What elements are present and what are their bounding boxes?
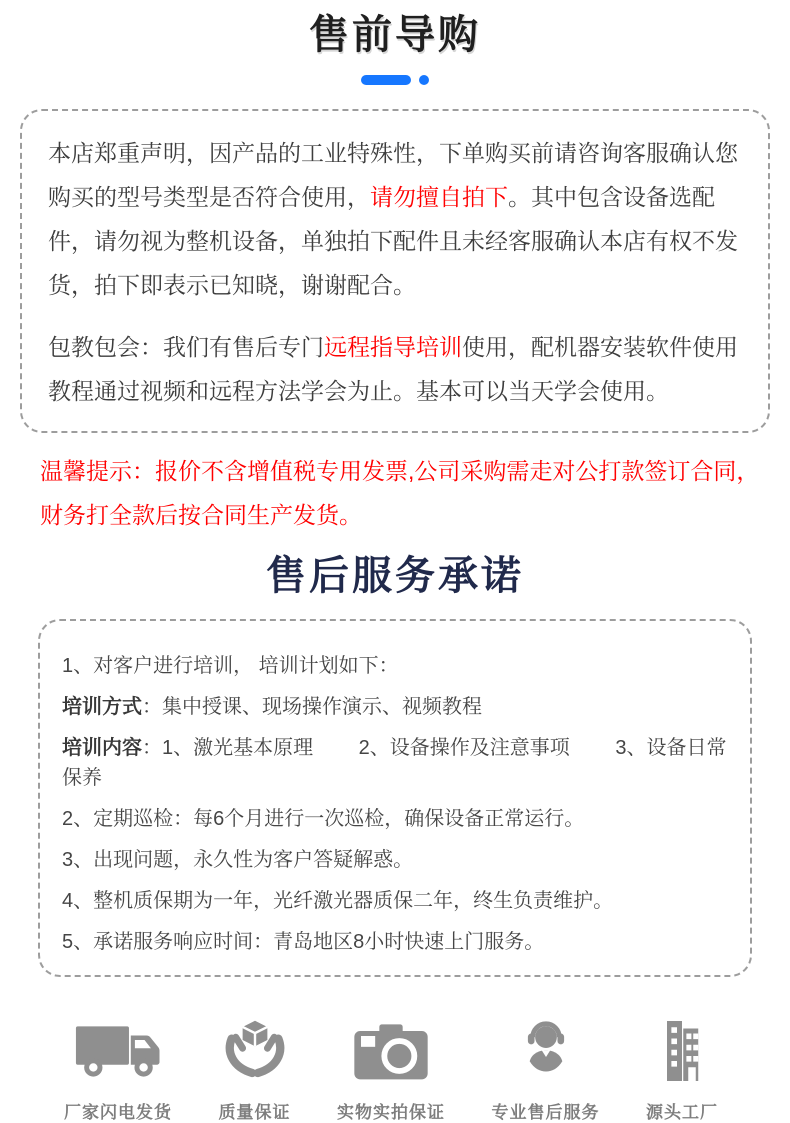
guarantee-text-cont: 使用，配机器安装软件使用教程通过视频和远程方法学会为止。基本可以当天学会使用。 bbox=[48, 334, 738, 404]
truck-icon bbox=[74, 1019, 162, 1083]
commitment-item bbox=[62, 804, 730, 834]
remote-training-highlight: 远程指导培训 bbox=[324, 334, 462, 360]
service-item-photo bbox=[337, 1019, 445, 1123]
commitment-item-text: 3、出现问题，永久性为客户答疑解惑。 bbox=[62, 849, 414, 871]
service-item-support bbox=[492, 1019, 600, 1123]
commitment-item-text: 1、对客户进行培训， 培训计划如下： bbox=[62, 655, 399, 677]
service-label: 实物实拍保证 bbox=[337, 1103, 445, 1122]
commitment-item-text: ：集中授课、现场操作演示、视频教程 bbox=[142, 696, 482, 718]
aftersale-section-title: 售后服务承诺 bbox=[266, 554, 524, 598]
service-label: 专业售后服务 bbox=[491, 1103, 600, 1122]
commitment-item-label: 培训内容 bbox=[62, 737, 142, 759]
service-label: 源头工厂 bbox=[646, 1103, 718, 1122]
aftersale-commitment-box bbox=[38, 619, 752, 977]
commitment-item bbox=[62, 733, 730, 793]
title-underline bbox=[0, 75, 790, 85]
service-item-shipping bbox=[64, 1019, 172, 1123]
factory-building-icon bbox=[652, 1019, 712, 1083]
commitment-item-text: 5、承诺服务响应时间：青岛地区8小时快速上门服务。 bbox=[62, 931, 545, 953]
service-item-quality bbox=[219, 1019, 291, 1123]
commitment-item-label: 培训方式 bbox=[62, 696, 142, 718]
quality-hands-icon bbox=[222, 1019, 288, 1083]
warm-notice-line1: 温馨提示：报价不含增值税专用发票,公司采购需走对公打款签订合同， bbox=[40, 458, 760, 484]
title-underline-bar bbox=[361, 75, 411, 85]
commitment-item-text: ：1、激光基本原理 2、设备操作及注意事项 3、设备日常保养 bbox=[62, 737, 727, 789]
service-label: 厂家闪电发货 bbox=[64, 1103, 172, 1122]
warm-notice-line2: 财务打全款后按合同生产发货。 bbox=[40, 502, 362, 528]
presale-section-title: 售前导购 bbox=[309, 13, 481, 57]
commitment-item bbox=[62, 651, 730, 681]
commitment-item bbox=[62, 927, 730, 957]
presale-declaration-box bbox=[20, 109, 770, 433]
commitment-item bbox=[62, 845, 730, 875]
service-label: 质量保证 bbox=[218, 1103, 291, 1122]
guarantee-text: 包教包会：我们有售后专门 bbox=[48, 334, 324, 360]
commitment-item bbox=[62, 886, 730, 916]
commitment-item bbox=[62, 692, 730, 722]
warm-notice bbox=[40, 449, 770, 537]
camera-icon bbox=[351, 1019, 431, 1083]
declaration-text: 本店郑重声明，因产品的工业特殊性，下单购买前请咨询客服确认您购买的型号类型是否符合使用， bbox=[48, 140, 738, 210]
commitment-item-text: 4、整机质保期为一年，光纤激光器质保二年，终生负责维护。 bbox=[62, 890, 614, 912]
title-underline-dot bbox=[419, 75, 429, 85]
headset-service-icon bbox=[517, 1019, 575, 1083]
declaration-text-cont: 。其中包含设备选配件，请勿视为整机设备，单独拍下配件且未经客服确认本店有权不发货，拍下即表示已知晓，谢谢配合。 bbox=[48, 184, 738, 298]
training-guarantee-paragraph bbox=[48, 325, 742, 413]
service-item-factory bbox=[646, 1019, 718, 1123]
no-unauthorized-order-warning: 请勿擅自拍下 bbox=[370, 184, 508, 210]
declaration-paragraph bbox=[48, 131, 742, 307]
commitment-item-text: 2、定期巡检：每6个月进行一次巡检，确保设备正常运行。 bbox=[62, 808, 585, 830]
service-guarantee-bar bbox=[64, 1019, 718, 1123]
